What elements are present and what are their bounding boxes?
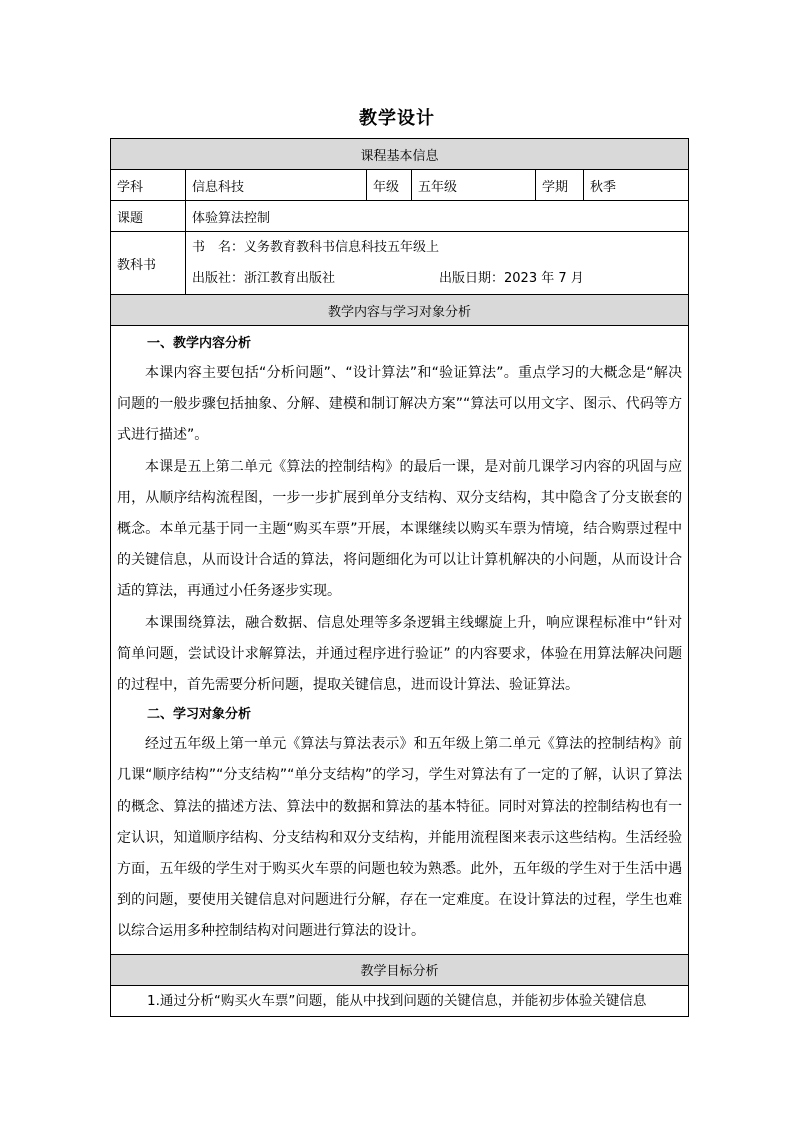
term-value: 秋季 — [584, 170, 689, 201]
topic-label: 课题 — [111, 201, 186, 232]
analysis-content — [111, 326, 689, 955]
page-title: 教学设计 — [359, 108, 435, 129]
row-textbook — [111, 232, 689, 295]
textbook-label: 教科书 — [111, 232, 186, 295]
goal-item-cell — [111, 985, 689, 1016]
publisher: 出版社：浙江教育出版社 — [192, 271, 336, 286]
grade-label: 年级 — [367, 170, 412, 201]
goals-header: 教学目标分析 — [111, 954, 689, 985]
analysis-header: 教学内容与学习对象分析 — [111, 295, 689, 326]
subject-label: 学科 — [111, 170, 186, 201]
row-subject — [111, 170, 689, 201]
row-topic — [111, 201, 689, 232]
learner-paragraph: 经过五年级上第一单元《算法与算法表示》和五年级上第二单元《算法的控制结构》前几课“顺序结构”“分支结构”“单分支结构”的学习，学生对算法有了一定的了解，认识了算法的概念、算法的描述方法、算法中的数据和算法的基本特征。同时对算法的控制结构也有一定认识，知道顺序结构、分支结构和双分支结构，并能用流程图来表示这些结构。生活经验方面，五年级的学生对于购买火车票的问题也较为熟悉。此外，五年级的学生对于生活中遇到的问题，要使用关键信息对问题进行分解，存在一定难度。在设计算法的过程，学生也难以综合运用多种控制结构对问题进行算法的设计。 — [117, 736, 683, 940]
section-header-basic-info — [111, 139, 689, 170]
learner-analysis-heading: 二、学习对象分析 — [147, 707, 252, 723]
subject-value: 信息科技 — [186, 170, 367, 201]
publish-date: 出版日期：2023 年 7 月 — [439, 271, 584, 286]
textbook-info — [186, 232, 689, 295]
lesson-plan-table — [110, 138, 689, 1017]
row-analysis-content — [111, 326, 689, 955]
topic-value: 体验算法控制 — [186, 201, 689, 232]
section-header-analysis — [111, 295, 689, 326]
row-goal-1 — [111, 985, 689, 1016]
content-paragraph: 本课是五上第二单元《算法的控制结构》的最后一课，是对前几课学习内容的巩固与应用，从顺序结构流程图，一步一步扩展到单分支结构、双分支结构，其中隐含了分支嵌套的概念。本单元基于同一主题“购买车票”开展，本课继续以购买车票为情境，结合购票过程中的关键信息，从而设计合适的算法，将问题细化为可以让计算机解决的小问题，从而设计合适的算法，再通过小任务逐步实现。 — [117, 458, 683, 600]
section-header-goals — [111, 954, 689, 985]
publisher-line — [192, 263, 682, 294]
book-name: 书 名：义务教育教科书信息科技五年级上 — [192, 240, 440, 255]
content-analysis-heading: 一、教学内容分析 — [147, 336, 252, 351]
basic-info-header: 课程基本信息 — [111, 139, 689, 170]
content-paragraph: 本课围绕算法，融合数据、信息处理等多条逻辑主线螺旋上升，响应课程标准中“针对简单问题，尝试设计求解算法，并通过程序进行验证” 的内容要求，体验在用算法解决问题的过程中，首先需要分析问题，提取关键信息，进而设计算法、验证算法。 — [117, 614, 683, 694]
term-label: 学期 — [536, 170, 584, 201]
grade-value: 五年级 — [412, 170, 536, 201]
goal-item-1: 1.通过分析“购买火车票”问题，能从中找到问题的关键信息，并能初步体验关键信息 — [147, 992, 647, 1009]
content-paragraph: 本课内容主要包括“分析问题”、“设计算法”和“验证算法”。重点学习的大概念是“解决问题的一般步骤包括抽象、分解、建模和制订解决方案”“算法可以用文字、图示、代码等方式进行描述”。 — [117, 365, 683, 444]
